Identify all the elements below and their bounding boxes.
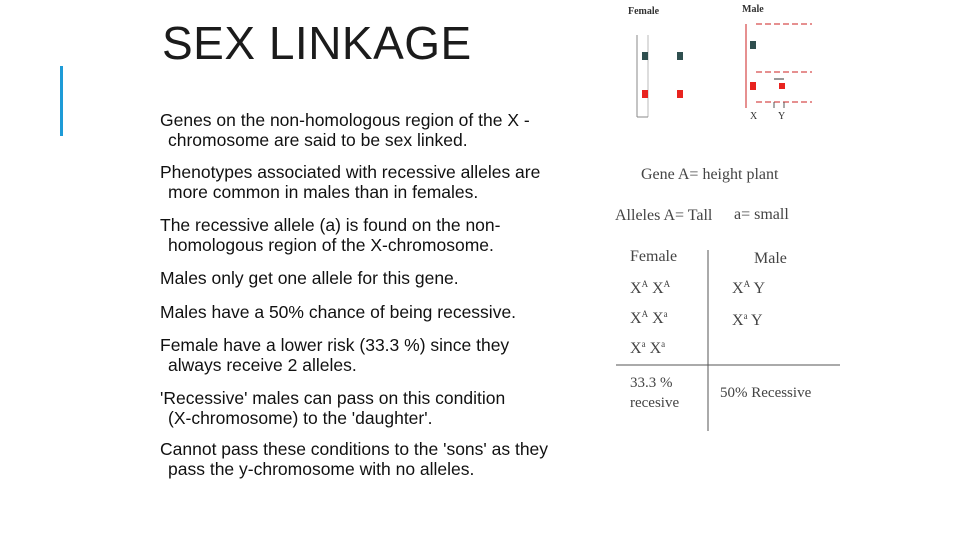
bullet-line: Males only get one allele for this gene. (160, 268, 459, 288)
bullet-line: homologous region of the X-chromosome. (168, 235, 494, 255)
gene-marker-red (779, 83, 785, 89)
gene-marker-red (677, 90, 683, 98)
bullet-line: Phenotypes associated with recessive alleles are (160, 162, 541, 182)
header-male: Male (754, 250, 787, 267)
header-female: Female (630, 248, 678, 265)
gene-marker-red (642, 90, 648, 98)
bullet-item (160, 162, 610, 202)
female-chromosome (637, 35, 648, 117)
svg-text:XA Xa: $X^A$ $X^a$ (630, 309, 668, 327)
gene-marker-dark (677, 52, 683, 60)
female-risk: 33.3 % (630, 375, 673, 391)
bullet-list (160, 110, 610, 479)
bullet-item (160, 110, 610, 150)
bullet-line: 'Recessive' males can pass on this condition (160, 388, 506, 408)
svg-text:XA Y: $X^A$ Y (732, 279, 766, 297)
chromosome-figure (600, 0, 860, 125)
female-genotype (630, 279, 671, 297)
allele-tall: Alleles A= Tall (615, 207, 713, 224)
bullet-line: more common in males than in females. (168, 182, 479, 202)
slide-title: SEX LINKAGE (162, 17, 472, 69)
female-genotype (630, 339, 665, 357)
bullet-line: The recessive allele (a) is found on the non- (160, 215, 501, 235)
allele-small: a= small (734, 206, 789, 223)
bullet-item (160, 302, 610, 322)
bullet-item (160, 215, 610, 255)
bullet-line: Genes on the non-homologous region of the X - (160, 110, 530, 130)
bullet-line: pass the y-chromosome with no alleles. (168, 459, 475, 479)
male-genotype (732, 311, 763, 329)
bullet-line: (X-chromosome) to the 'daughter'. (168, 408, 433, 428)
female-label: Female (628, 6, 660, 17)
gene-table (600, 155, 840, 445)
y-chromosome-label: Y (778, 111, 786, 122)
male-chromosome (746, 24, 812, 108)
bullet-line: Cannot pass these conditions to the 'sons' as they (160, 439, 549, 459)
bullet-line: Males have a 50% chance of being recessive. (160, 302, 517, 322)
gene-marker-dark (750, 41, 756, 49)
male-label: Male (742, 4, 764, 15)
svg-text:Xa Y: $X^a$ Y (732, 311, 763, 329)
male-risk: 50% Recessive (720, 385, 812, 401)
bullet-item (160, 439, 610, 479)
female-genotype (630, 309, 668, 327)
bullet-item (160, 335, 610, 375)
male-genotype (732, 279, 765, 297)
bullet-item (160, 268, 610, 288)
accent-bar (60, 66, 63, 136)
x-chromosome-label: X (750, 111, 758, 122)
gene-marker-red (750, 82, 756, 90)
gene-marker-dark (642, 52, 648, 60)
bullet-line: chromosome are said to be sex linked. (168, 130, 468, 150)
bullet-line: Female have a lower risk (33.3 %) since they (160, 335, 510, 355)
bullet-item (160, 388, 610, 428)
gene-definition: Gene A= height plant (641, 166, 779, 183)
bullet-line: always receive 2 alleles. (168, 355, 357, 375)
female-risk: recesive (630, 395, 680, 411)
svg-text:XA XA: $X^A$ $X^A$ (630, 279, 671, 297)
svg-text:Xa Xa: $X^a$ $X^a$ (630, 339, 666, 357)
